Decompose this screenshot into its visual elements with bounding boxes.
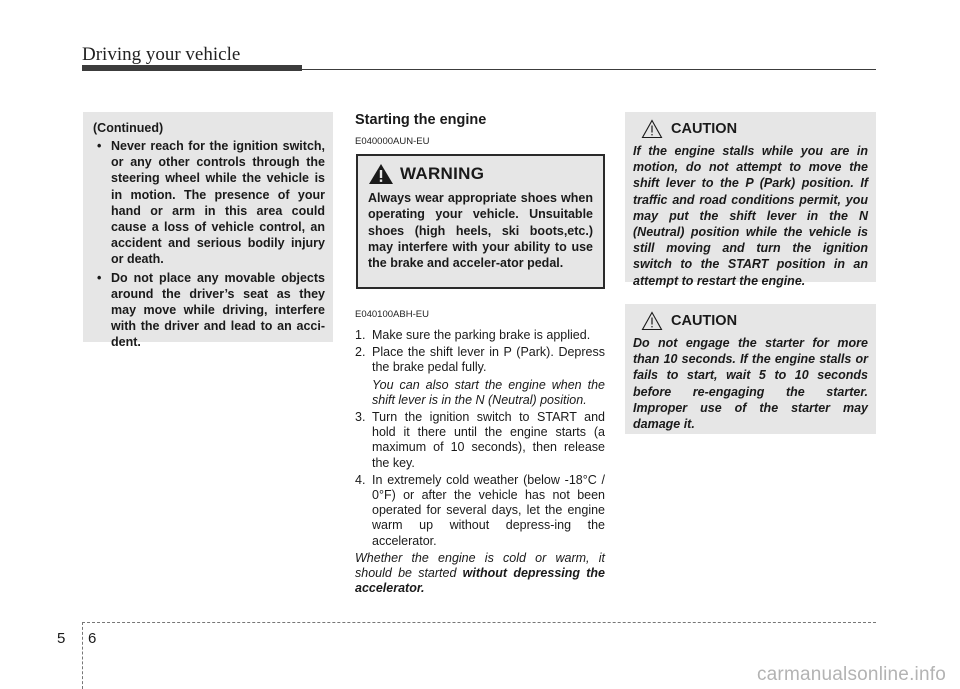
chapter-number: 5: [57, 630, 66, 647]
start-steps: [355, 328, 605, 596]
caution-title: CAUTION: [671, 121, 738, 137]
continued-label: (Continued): [93, 121, 164, 135]
footer-rule: [82, 622, 876, 623]
section-heading: Starting the engine: [355, 112, 487, 128]
step-item: 2. Place the shift lever in P (Park). Depress the brake pedal fully.: [355, 345, 605, 375]
caution-text: If the engine stalls while you are in motion, do not attempt to move the shift lever to the P (Park) position. If traffic and road conditions permit, you may put the shift lever in the N (Neutral) position while the vehicle is still moving and turn the ignition switch to the START position in an attempt to restart the engine.: [633, 144, 868, 288]
warning-triangle-icon: [368, 163, 394, 185]
step-item: 4. In extremely cold weather (below -18°C / 0°F) or after the vehicle has not been operated for several days, let the engine warm up without depress-ing the accelerator.: [355, 472, 605, 548]
caution-triangle-icon: [641, 311, 663, 331]
page-number: 6: [88, 630, 97, 647]
caution-box-stall: [625, 112, 876, 288]
list-item: • Never reach for the ignition switch, or any other controls through the steering wheel while the vehicle is in motion. The presence of your hand or arm in this area could cause a loss of vehicle control, an accident and serious bodily injury or death.: [97, 139, 325, 267]
footer-divider: [82, 622, 83, 689]
caution-title: CAUTION: [671, 313, 738, 329]
bullet-icon: •: [97, 139, 102, 153]
warning-text: Always wear appropriate shoes when operating your vehicle. Unsuitable shoes (high heels, ski boots,etc.) may interfere with your ability to use the brake and acceler-ator pedal.: [368, 191, 593, 271]
closing-note: Whether the engine is cold or warm, it should be started without depressing the accelerator.: [355, 550, 606, 596]
caution-triangle-icon: [641, 119, 663, 139]
caution-text: Do not engage the starter for more than 10 seconds. If the engine stalls or fails to start, wait 5 to 10 seconds before re-engaging the starter. Improper use of the starter may damage it.: [633, 336, 868, 432]
step-note: You can also start the engine when the shift lever is in the N (Neutral) position.: [372, 377, 605, 407]
bullet-icon: •: [97, 270, 102, 285]
step-item: 3. Turn the ignition switch to START and hold it there until the engine starts (a maximum of 10 seconds), then release the key.: [355, 410, 605, 470]
continued-warning-box: [83, 112, 333, 350]
steps-code: E040100ABH-EU: [355, 309, 429, 320]
header-title: Driving your vehicle: [82, 44, 241, 65]
caution-box-starter: [625, 304, 876, 434]
header-bar: [82, 65, 302, 71]
step-item: 1. Make sure the parking brake is applied.: [355, 328, 591, 342]
header-rule: [302, 69, 876, 70]
caution-header: [641, 310, 868, 332]
section-header: [355, 110, 605, 148]
section-code: E040000AUN-EU: [355, 136, 430, 147]
warning-header: [368, 162, 593, 186]
warning-title: WARNING: [400, 164, 485, 183]
steps-code-wrap: [355, 309, 605, 321]
continued-list: [91, 138, 325, 351]
list-item: • Do not place any movable objects around the driver’s seat as they may move while driving, interfere with the driver and lead to an acci-dent.: [97, 270, 325, 350]
watermark-link[interactable]: carmanualsonline.info: [756, 664, 946, 685]
caution-header: [641, 118, 868, 140]
warning-box: [356, 154, 605, 289]
